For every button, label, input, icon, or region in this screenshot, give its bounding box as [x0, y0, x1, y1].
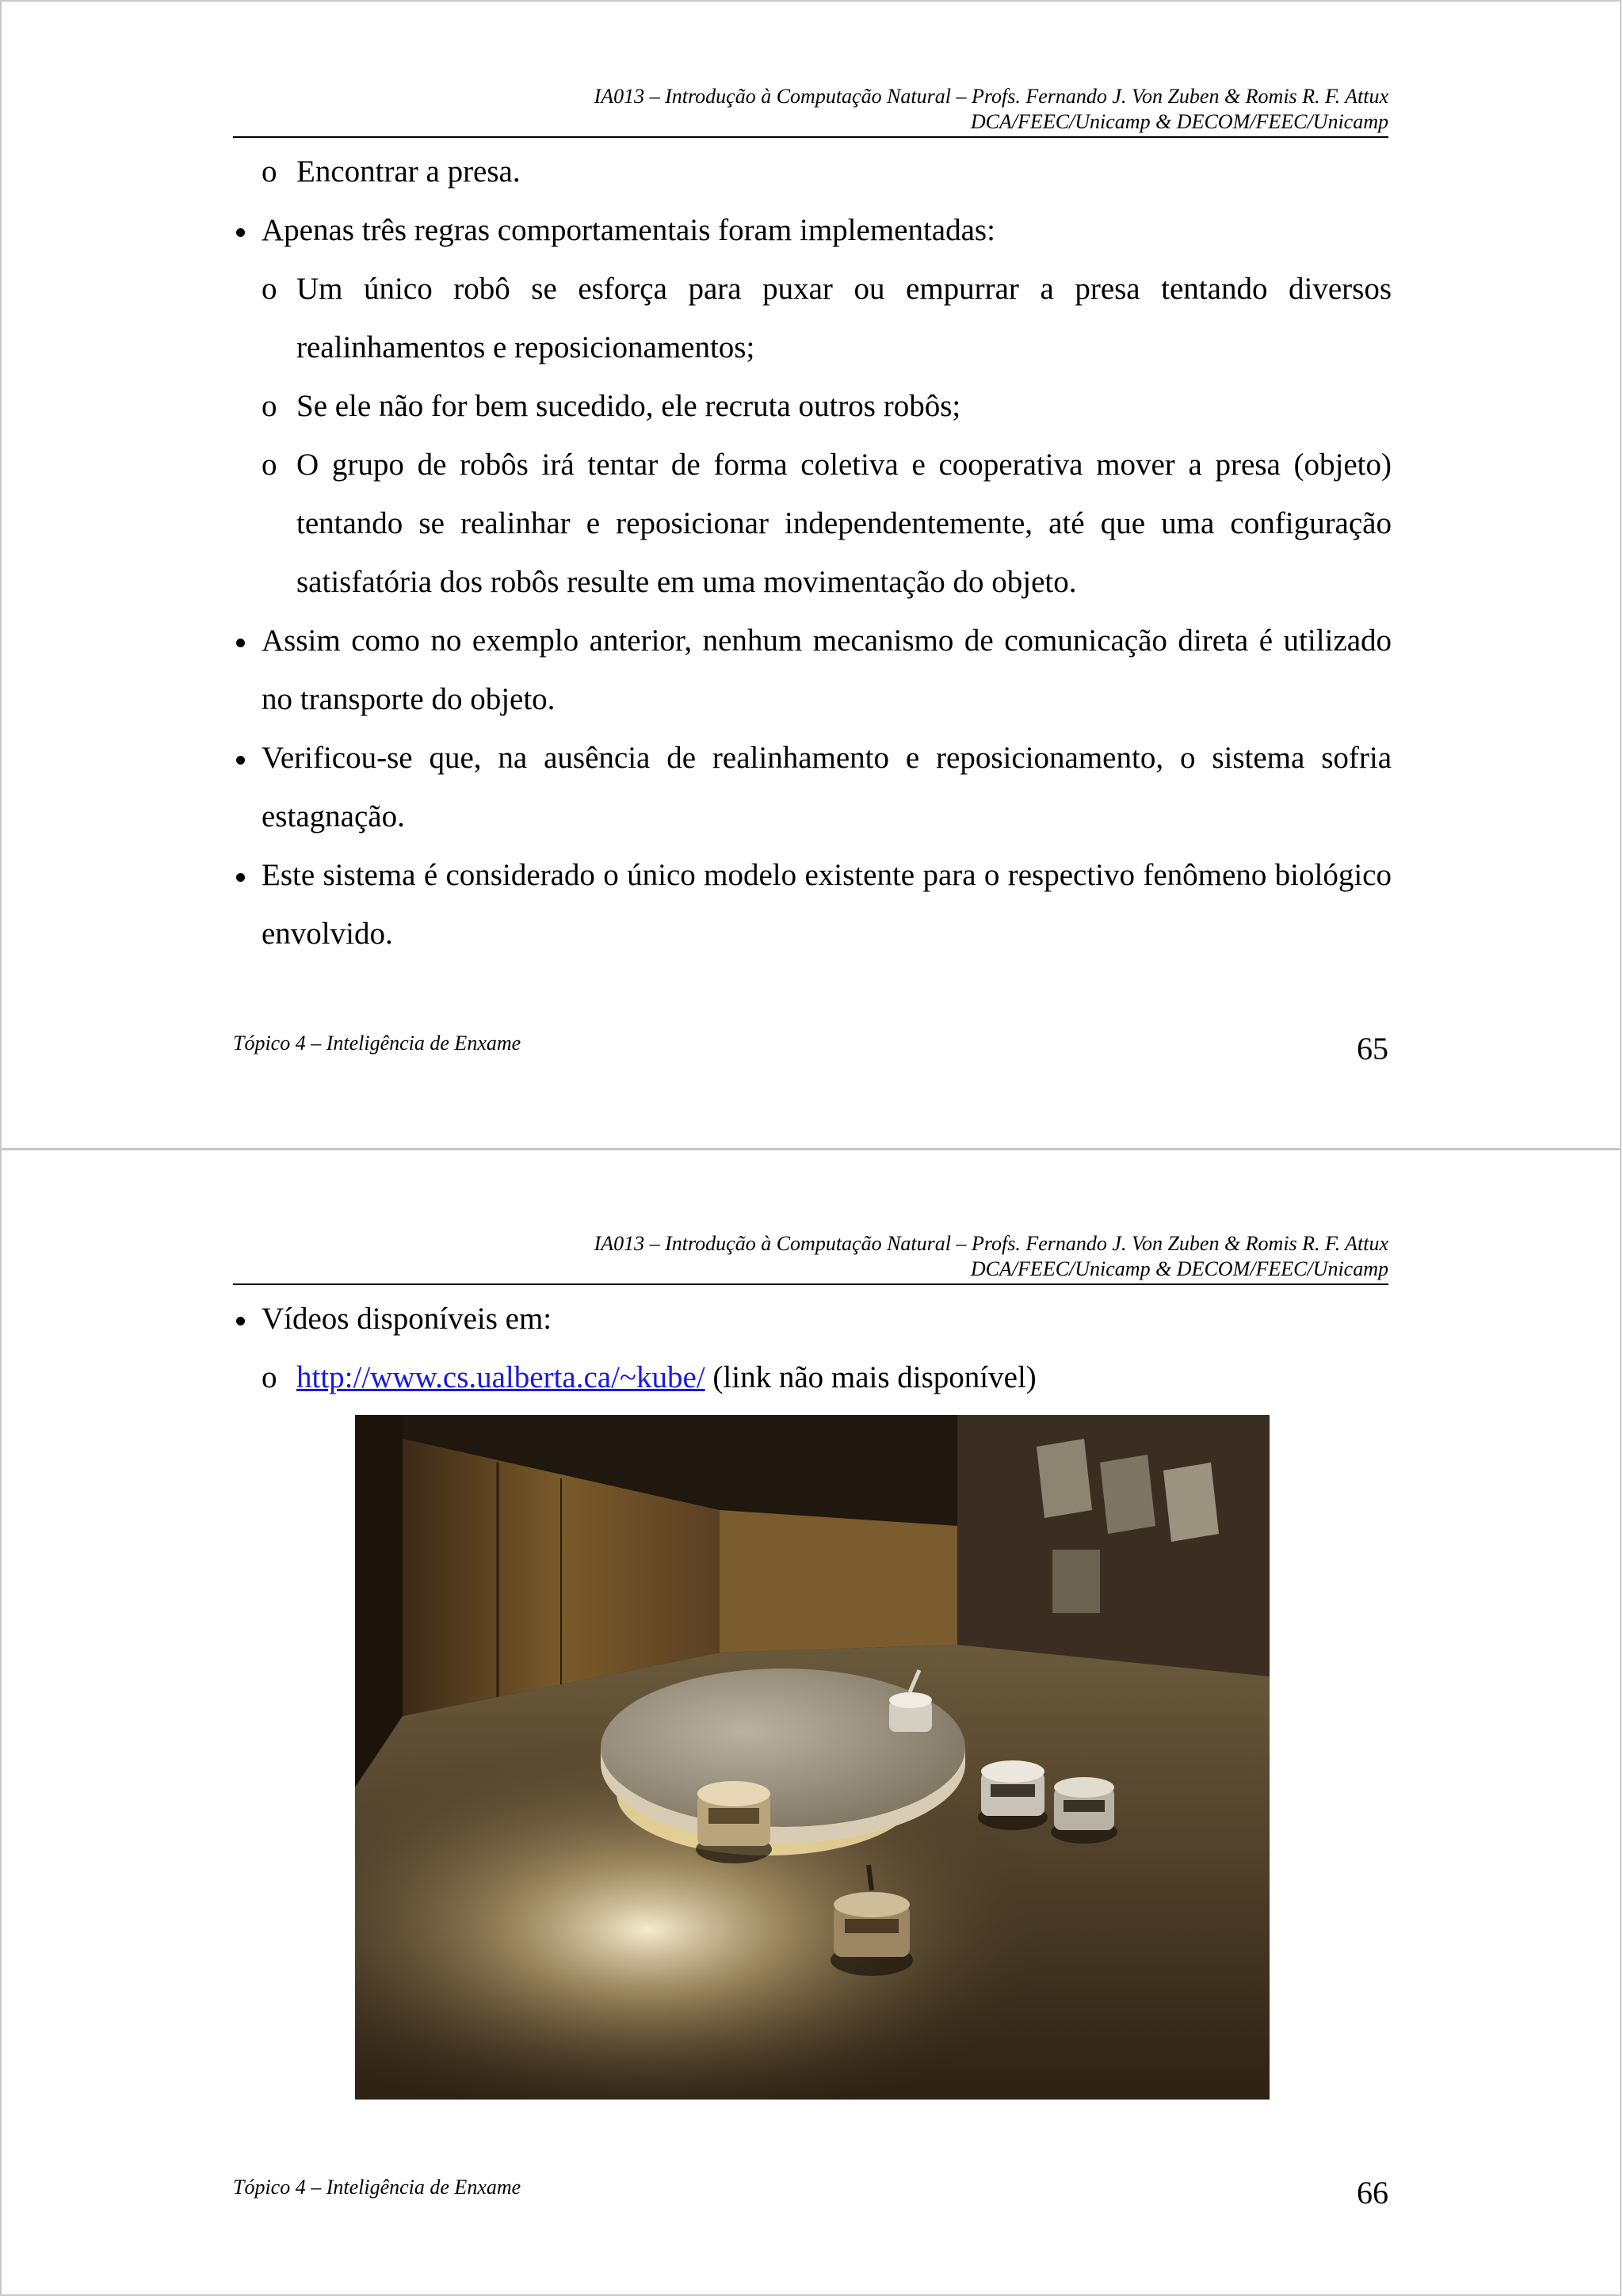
sub-marker: o — [262, 389, 277, 423]
sub-marker: o — [262, 272, 277, 306]
page-number: 65 — [1357, 1031, 1388, 1066]
slide-body — [233, 1290, 1392, 1407]
sub-item-text: Encontrar a presa. — [296, 154, 521, 189]
slide-header — [594, 1231, 1388, 1282]
link-note: (link não mais disponível) — [705, 1360, 1037, 1394]
bullet-item — [233, 1290, 1392, 1348]
sub-item — [233, 260, 1392, 377]
bullet-text: Verificou-se que, na ausência de realinhamento e reposicionamento, o sistema sofria estagnação. — [262, 741, 1392, 833]
sub-item — [233, 436, 1392, 612]
robot-4 — [1051, 1777, 1117, 1844]
header-dept-line: DCA/FEEC/Unicamp & DECOM/FEEC/Unicamp — [970, 110, 1388, 133]
sub-marker: o — [262, 154, 277, 189]
slide-header — [594, 84, 1388, 135]
sub-item — [233, 377, 1392, 436]
sub-marker: o — [262, 1360, 277, 1394]
slide-body — [233, 143, 1392, 963]
robot-1 — [696, 1781, 772, 1863]
header-course-line: IA013 – Introdução à Computação Natural – Profs. Fernando J. Von Zuben & Romis R. F. Attux — [594, 1232, 1388, 1255]
bullet-item — [233, 846, 1392, 963]
robot-3 — [978, 1760, 1048, 1830]
bullet-item — [233, 201, 1392, 260]
robots-video-frame — [355, 1415, 1270, 2100]
bullet-item — [233, 612, 1392, 729]
bullet-text: Vídeos disponíveis em: — [262, 1302, 552, 1336]
header-rule — [233, 1283, 1388, 1285]
bullet-text: Assim como no exemplo anterior, nenhum mecanismo de comunicação direta é utilizado no transporte do objeto. — [262, 624, 1392, 716]
robots-photo-illustration — [355, 1415, 1270, 2100]
sub-item-text: Se ele não for bem sucedido, ele recruta outros robôs; — [296, 389, 961, 423]
footer-topic: Tópico 4 – Inteligência de Enxame — [233, 1032, 521, 1055]
page-number: 66 — [1357, 2175, 1388, 2210]
bullet-text: Apenas três regras comportamentais foram implementadas: — [262, 213, 995, 247]
header-course-line: IA013 – Introdução à Computação Natural – Profs. Fernando J. Von Zuben & Romis R. F. Attux — [594, 85, 1388, 108]
sub-item — [233, 1348, 1392, 1407]
header-dept-line: DCA/FEEC/Unicamp & DECOM/FEEC/Unicamp — [970, 1257, 1388, 1280]
bullet-item — [233, 729, 1392, 846]
sub-marker: o — [262, 448, 277, 482]
sub-item-text: O grupo de robôs irá tentar de forma coletiva e cooperativa mover a presa (objeto) tentando se realinhar e reposicionar independentemente, até que uma configuração satisfatória dos robôs resulte em uma movimentação do objeto. — [296, 448, 1392, 599]
header-rule — [233, 136, 1388, 138]
bullet-text: Este sistema é considerado o único modelo existente para o respectivo fenômeno biológico envolvido. — [262, 858, 1392, 951]
sub-item — [233, 143, 1392, 201]
footer-topic: Tópico 4 – Inteligência de Enxame — [233, 2176, 521, 2199]
sub-item-text: Um único robô se esforça para puxar ou empurrar a presa tentando diversos realinhamentos e reposicionamentos; — [296, 272, 1392, 364]
video-link[interactable]: http://www.cs.ualberta.ca/~kube/ — [296, 1360, 705, 1394]
